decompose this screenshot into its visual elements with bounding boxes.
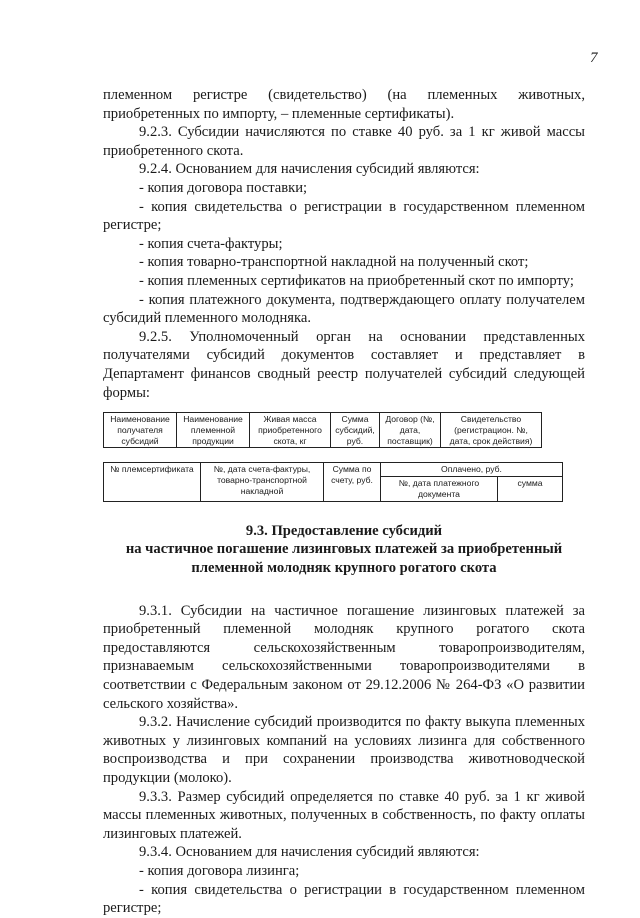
list-item: - копия свидетельства о регистрации в государственном племенном регистре; xyxy=(103,198,585,234)
table-header-cell: №, дата счета-фактуры, товарно-транспортной накладной xyxy=(201,463,324,501)
list-item: - копия свидетельства о регистрации в государственном племенном регистре; xyxy=(103,881,585,917)
table-header-cell: Живая масса приобретенного скота, кг xyxy=(250,413,331,448)
registry-table-1 xyxy=(103,412,542,448)
page-number: 7 xyxy=(590,50,598,66)
table-header-cell: Свидетельство (регистрацион. №, дата, срок действия) xyxy=(441,413,542,448)
table-header-cell: №, дата платежного документа xyxy=(381,477,498,502)
list-item: - копия товарно-транспортной накладной на полученный скот; xyxy=(139,254,529,271)
table-header-cell: Наименование племенной продукции xyxy=(177,413,250,448)
table-header-cell: Договор (№, дата, поставщик) xyxy=(380,413,441,448)
section-heading xyxy=(103,522,585,578)
list-item: - копия счета-фактуры; xyxy=(139,235,283,252)
heading-line: 9.3. Предоставление субсидий xyxy=(245,522,443,539)
list-item: - копия договора лизинга; xyxy=(139,862,300,879)
clause-9-3-4: 9.3.4. Основанием для начисления субсидий являются: xyxy=(139,844,480,861)
clause-9-3-1: 9.3.1. Субсидии на частичное погашение лизинговых платежей за приобретенный племенной молодняк крупного рогатого скота предоставляются сельскохозяйственным товаропроизводителям, признаваемым сельскохозяйственными товаропроизводителями в соответствии с Федеральным законом от 29.12.2006 № 264-ФЗ «О развитии сельского хозяйства». xyxy=(103,602,585,712)
clause-9-3-2: 9.3.2. Начисление субсидий производится по факту выкупа племенных животных у лизинговых компаний на условиях лизинга для собственного воспроизводства и при сохранении производства животноводческой продукции (молоко). xyxy=(103,714,585,786)
document-body xyxy=(103,86,585,918)
table-header-cell: Сумма субсидий, руб. xyxy=(331,413,380,448)
list-item: - копия договора поставки; xyxy=(139,179,308,196)
table-header-cell: № племсертификата xyxy=(104,463,201,501)
table-header-cell: Оплачено, руб. xyxy=(381,463,563,477)
table-header-row xyxy=(104,413,542,448)
clause-9-2-3: 9.2.3. Субсидии начисляются по ставке 40 руб. за 1 кг живой массы приобретенного скота. xyxy=(103,124,585,159)
table-header-row xyxy=(104,463,563,477)
list-item: - копия платежного документа, подтверждающего оплату получателем субсидий племенного молодняка. xyxy=(103,291,585,327)
table-header-cell: Сумма по счету, руб. xyxy=(324,463,381,501)
intro-paragraph: племенном регистре (свидетельство) (на племенных животных, приобретенных по импорту, – племенные сертификаты). xyxy=(103,87,585,122)
table-header-cell: Наименование получателя субсидий xyxy=(104,413,177,448)
heading-line: племенной молодняк крупного рогатого скота xyxy=(191,560,497,577)
clause-9-3-3: 9.3.3. Размер субсидий определяется по ставке 40 руб. за 1 кг живой массы племенных животных, полученных в собственность, по факту оплаты лизинговых платежей. xyxy=(103,788,585,842)
table-header-cell: сумма xyxy=(498,477,563,502)
heading-line: на частичное погашение лизинговых платежей за приобретенный xyxy=(125,541,563,558)
clause-9-2-4: 9.2.4. Основанием для начисления субсидий являются: xyxy=(139,161,480,178)
list-item: - копия племенных сертификатов на приобретенный скот по импорту; xyxy=(139,272,574,289)
clause-9-2-5: 9.2.5. Уполномоченный орган на основании представленных получателями субсидий документов составляет и представляет в Департамент финансов сводный реестр получателей субсидий следующей формы: xyxy=(103,328,585,401)
registry-table-2 xyxy=(103,462,563,501)
